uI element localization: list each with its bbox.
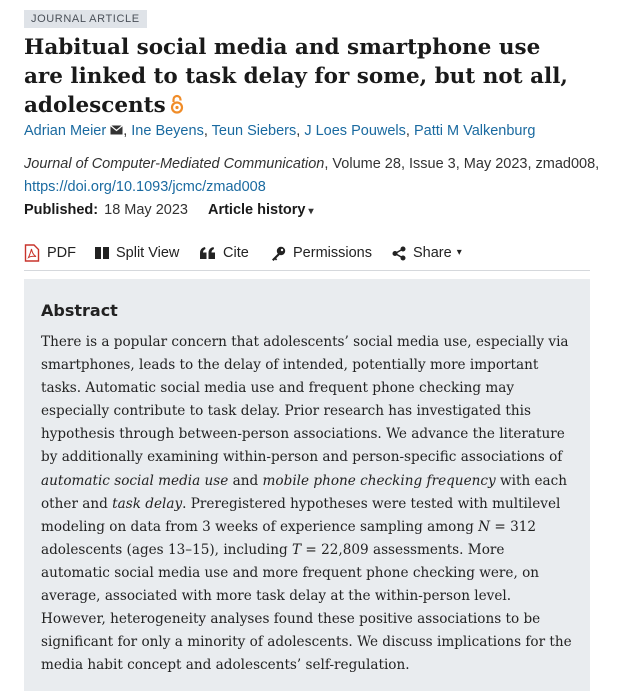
published-date: 18 May 2023: [104, 202, 188, 218]
pdf-button[interactable]: [24, 243, 76, 263]
chevron-down-icon: ▾: [456, 247, 462, 258]
open-access-icon: [170, 93, 184, 113]
cite-button[interactable]: [200, 243, 249, 263]
chevron-down-icon: ▾: [308, 206, 314, 217]
permissions-label: Permissions: [293, 245, 372, 261]
published-row: [24, 201, 314, 221]
doi-link[interactable]: https://doi.org/10.1093/jcmc/zmad008: [24, 179, 266, 195]
share-icon: [392, 246, 406, 261]
article-type-badge: JOURNAL ARTICLE: [24, 10, 147, 28]
author-link[interactable]: J Loes Pouwels: [304, 123, 406, 139]
article-history-label: Article history: [207, 202, 306, 218]
split-view-label: Split View: [116, 245, 180, 261]
permissions-button[interactable]: [271, 243, 372, 263]
share-button[interactable]: [392, 243, 462, 263]
split-view-icon: [95, 247, 109, 259]
article-title: [24, 33, 584, 120]
article-history-toggle[interactable]: [208, 202, 314, 218]
quote-icon: [200, 247, 216, 259]
share-label: Share: [413, 245, 452, 261]
citation-line: [24, 155, 599, 173]
author-link[interactable]: Adrian Meier: [24, 123, 107, 139]
pdf-icon: [24, 244, 40, 262]
published-label: Published:: [24, 202, 99, 218]
pdf-label: PDF: [47, 245, 76, 261]
abstract-heading: Abstract: [41, 301, 118, 320]
article-toolbar: [24, 243, 590, 271]
split-view-button[interactable]: [95, 243, 179, 263]
author-list: Adrian Meier , Ine Beyens, Teun Siebers, J Loes Pouwels, Patti M Valkenburg: [24, 123, 536, 139]
key-icon: [271, 246, 286, 261]
abstract-text: There is a popular concern that adolescents’ social media use, especially via smartphones, leads to the delay of intended, potentially more important tasks. Automatic social media use and frequent phone checking may especially contribute to task delay. Prior research has investigated this hypothesis through between-person associations. We advance the literature by additionally examining within-person and person-specific associations of automatic social media use and mobile phone checking frequency with each other and task delay. Preregistered hypotheses were tested with multilevel modeling on data from 3 weeks of experience sampling among N = 312 adolescents (ages 13–15), including T = 22,809 assessments. More automatic social media use and more frequent phone checking were, on average, associated with more task delay at the within-person level. However, heterogeneity analyses found these positive associations to be significant for only a minority of adolescents. We discuss implications for the media habit concept and adolescents’ self-regulation.: [41, 334, 572, 674]
article-title-text: Habitual social media and smartphone use are linked to task delay for some, but not all, adolescents: [24, 35, 568, 118]
author-link[interactable]: Ine Beyens: [131, 123, 204, 139]
citation-details: , Volume 28, Issue 3, May 2023, zmad008,: [324, 156, 600, 172]
journal-name: Journal of Computer-Mediated Communication: [24, 156, 325, 172]
author-link[interactable]: Teun Siebers: [211, 123, 297, 139]
mail-icon[interactable]: [110, 122, 123, 132]
author-link[interactable]: Patti M Valkenburg: [413, 123, 536, 139]
abstract-panel: [24, 279, 590, 691]
cite-label: Cite: [223, 245, 249, 261]
